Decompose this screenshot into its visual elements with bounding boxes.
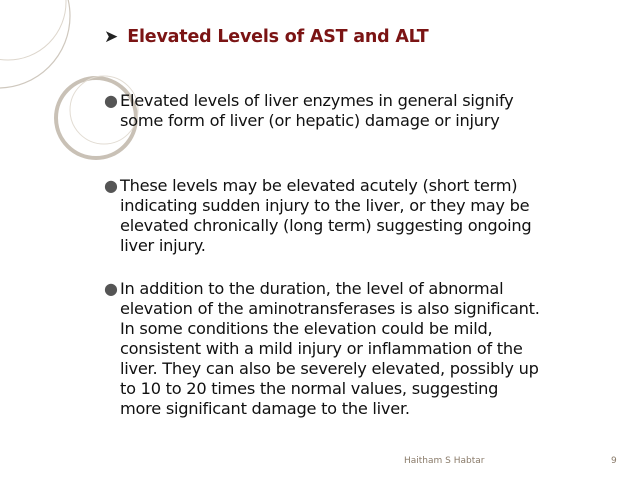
arrow-right-icon: ➤ [104, 27, 119, 47]
footer-author: Haitham S Habtar [404, 456, 485, 466]
bullet-dot-icon: ● [104, 91, 118, 110]
slide-title-row [104, 26, 428, 48]
page-number: 9 [611, 456, 617, 466]
bullet-text: Elevated levels of liver enzymes in general signify some form of liver (or hepatic) damage or injury [120, 91, 514, 130]
ring-medium [0, 0, 66, 60]
bullet-item [104, 279, 634, 419]
bullet-item [104, 176, 634, 256]
bullet-dot-icon: ● [104, 176, 118, 195]
ring-large [0, 0, 70, 88]
bullet-text: In addition to the duration, the level of abnormal elevation of the aminotransferases is also significant. In some conditions the elevation could be mild, consistent with a mild injury or inflammation of the liver. They can also be severely elevated, possibly up to 10 to 20 times the normal values, suggesting more significant damage to the liver. [120, 279, 540, 418]
bullet-dot-icon: ● [104, 279, 118, 298]
bullet-text: These levels may be elevated acutely (short term) indicating sudden injury to the liver, or they may be elevated chronically (long term) suggesting ongoing liver injury. [120, 176, 532, 255]
slide-title: Elevated Levels of AST and ALT [127, 27, 429, 47]
bullet-item [104, 91, 634, 131]
